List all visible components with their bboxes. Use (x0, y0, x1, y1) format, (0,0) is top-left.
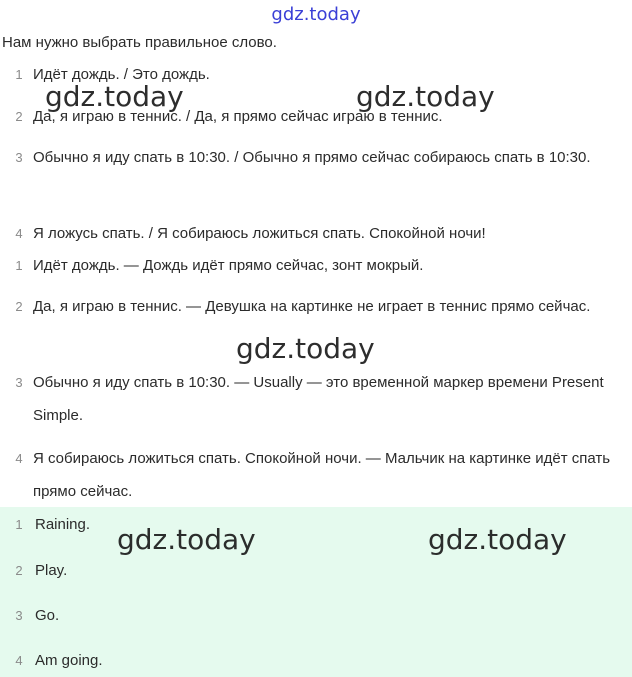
item-text: Я ложусь спать. / Я собираюсь ложиться спать. Спокойной ночи! (33, 225, 486, 242)
item-number: 1 (15, 258, 23, 273)
item-number: 2 (15, 299, 23, 314)
item-number: 3 (15, 150, 23, 165)
watermark: gdz.today (117, 523, 256, 556)
item-number: 4 (15, 653, 23, 668)
item-number: 4 (15, 226, 23, 241)
item-text: Go. (35, 607, 60, 624)
answers-panel (0, 507, 632, 677)
watermark: gdz.today (236, 332, 375, 365)
item-number: 1 (15, 517, 23, 532)
item-number: 3 (15, 608, 23, 623)
item-text: Raining. (35, 516, 91, 533)
site-logo: gdz.today (271, 4, 361, 25)
intro-text: Нам нужно выбрать правильное слово. (2, 34, 277, 51)
item-number: 3 (15, 375, 23, 390)
item-text: Я собираюсь ложиться спать. Спокойной ночи. — Мальчик на картинке идёт спать прямо сейчас. (33, 450, 611, 500)
item-text: Идёт дождь. / Это дождь. (33, 66, 210, 83)
watermark: gdz.today (45, 80, 184, 113)
item-text: Да, я играю в теннис. — Девушка на картинке не играет в теннис прямо сейчас. (33, 298, 591, 315)
item-text: Идёт дождь. — Дождь идёт прямо сейчас, зонт мокрый. (33, 257, 424, 274)
item-text: Play. (35, 562, 68, 579)
item-text: Am going. (35, 652, 103, 669)
watermark: gdz.today (428, 523, 567, 556)
watermark: gdz.today (356, 80, 495, 113)
item-text: Обычно я иду спать в 10:30. / Обычно я прямо сейчас собираюсь спать в 10:30. (33, 149, 591, 166)
item-number: 2 (15, 109, 23, 124)
item-number: 4 (15, 451, 23, 466)
item-number: 1 (15, 67, 23, 82)
item-text: Да, я играю в теннис. / Да, я прямо сейчас играю в теннис. (33, 108, 443, 125)
item-text: Обычно я иду спать в 10:30. — Usually — это временной маркер времени Present Simple. (33, 374, 604, 424)
item-number: 2 (15, 563, 23, 578)
